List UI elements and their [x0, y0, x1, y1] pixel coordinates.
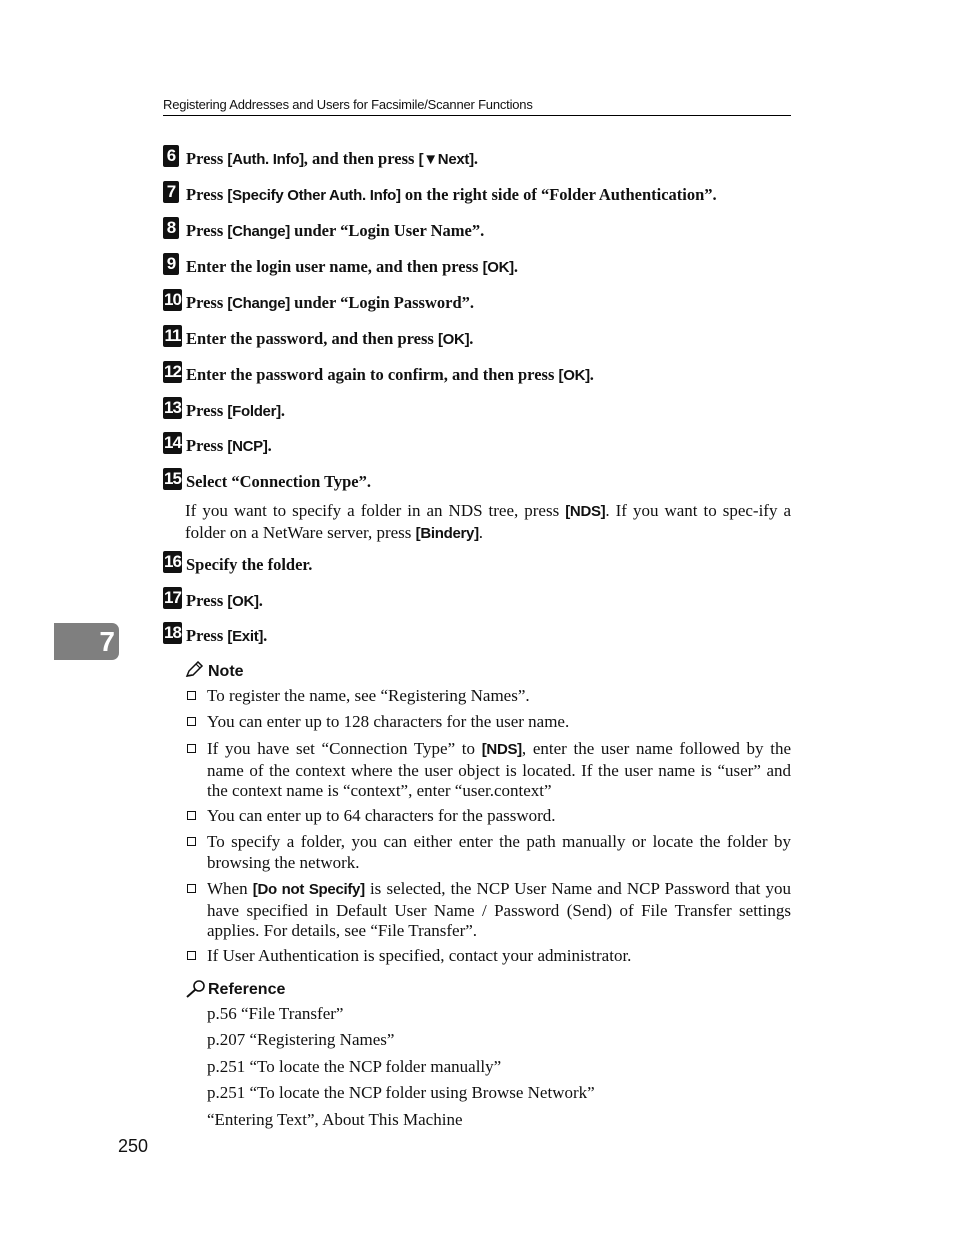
- step-number: 7: [163, 181, 179, 203]
- key-label: [OK]: [437, 331, 470, 348]
- magnifier-icon: [185, 979, 207, 999]
- step-text: Select “Connection Type”.: [186, 472, 372, 491]
- step-number: 12: [164, 362, 181, 381]
- reference-link[interactable]: p.251 “To locate the NCP folder using Browse Network”: [207, 1083, 595, 1102]
- checkbox-bullet-icon: [187, 811, 196, 820]
- step-number: 13: [164, 398, 181, 417]
- step-text: Enter the password, and then press [OK].: [186, 329, 474, 348]
- key-label: [Exit]: [227, 628, 264, 645]
- checkbox-bullet-icon: [187, 691, 196, 700]
- reference-link[interactable]: p.251 “To locate the NCP folder manually”: [207, 1057, 502, 1076]
- step-text: Press [Folder].: [186, 401, 285, 420]
- step-text: Press [Specify Other Auth. Info] on the right side of “Folder Authentication”.: [186, 185, 717, 204]
- key-label: [Auth. Info]: [227, 151, 304, 168]
- step-text: Press [Exit].: [186, 626, 268, 645]
- reference-link[interactable]: “Entering Text”, About This Machine: [207, 1110, 463, 1129]
- key-label: [Folder]: [227, 403, 281, 420]
- step-number: 18: [164, 623, 181, 642]
- header-rule: [163, 115, 791, 116]
- key-label: [Do not Specify]: [252, 881, 365, 898]
- key-label: [NCP]: [227, 438, 268, 455]
- chapter-tab: 7: [54, 623, 119, 660]
- step-number: 15: [164, 469, 181, 488]
- step-number: 10: [164, 290, 181, 309]
- step-text: Specify the folder.: [186, 555, 313, 574]
- step-number: 11: [164, 326, 181, 345]
- reference-link[interactable]: p.56 “File Transfer”: [207, 1004, 344, 1023]
- step-15-description: If you want to specify a folder in an NDS tree, press [NDS]. If you want to spec-ify a folder on a NetWare server, press [Bindery].: [185, 501, 792, 542]
- key-label: [OK]: [482, 259, 514, 276]
- checkbox-bullet-icon: [187, 884, 196, 893]
- checkbox-bullet-icon: [187, 837, 196, 846]
- reference-link[interactable]: p.207 “Registering Names”: [207, 1030, 395, 1049]
- step-text: Press [Auth. Info], and then press [▼Next].: [186, 149, 478, 168]
- step-text: Press [NCP].: [186, 436, 272, 455]
- step-number: 6: [163, 145, 179, 167]
- step-number: 16: [164, 552, 181, 571]
- step-text: Enter the login user name, and then press [OK].: [186, 257, 518, 276]
- step-number: 17: [164, 588, 181, 607]
- key-label: [NDS]: [481, 741, 522, 758]
- step-number: 8: [163, 217, 179, 239]
- key-label: [OK]: [227, 593, 259, 610]
- checkbox-bullet-icon: [187, 951, 196, 960]
- key-label: [▼Next]: [418, 151, 474, 168]
- key-label: [Change]: [227, 295, 291, 312]
- step-number: 14: [164, 433, 181, 452]
- step-number: 9: [163, 253, 179, 275]
- key-label: [Bindery]: [415, 524, 479, 542]
- key-label: [OK]: [558, 367, 590, 384]
- page-number: 250: [118, 1136, 149, 1156]
- running-header: Registering Addresses and Users for Facsimile/Scanner Functions: [163, 97, 533, 112]
- key-label: [Specify Other Auth. Info]: [227, 187, 401, 204]
- checkbox-bullet-icon: [187, 717, 196, 726]
- reference-heading: Reference: [185, 979, 345, 1001]
- step-text: Press [Change] under “Login Password”.: [186, 293, 474, 312]
- note-heading: Note: [185, 661, 305, 683]
- key-label: [Change]: [227, 223, 291, 240]
- step-text: Enter the password again to confirm, and then press [OK].: [186, 365, 594, 384]
- step-text: Press [OK].: [186, 591, 263, 610]
- key-label: [NDS]: [565, 503, 606, 520]
- checkbox-bullet-icon: [187, 744, 196, 753]
- pencil-icon: [185, 661, 205, 679]
- step-text: Press [Change] under “Login User Name”.: [186, 221, 485, 240]
